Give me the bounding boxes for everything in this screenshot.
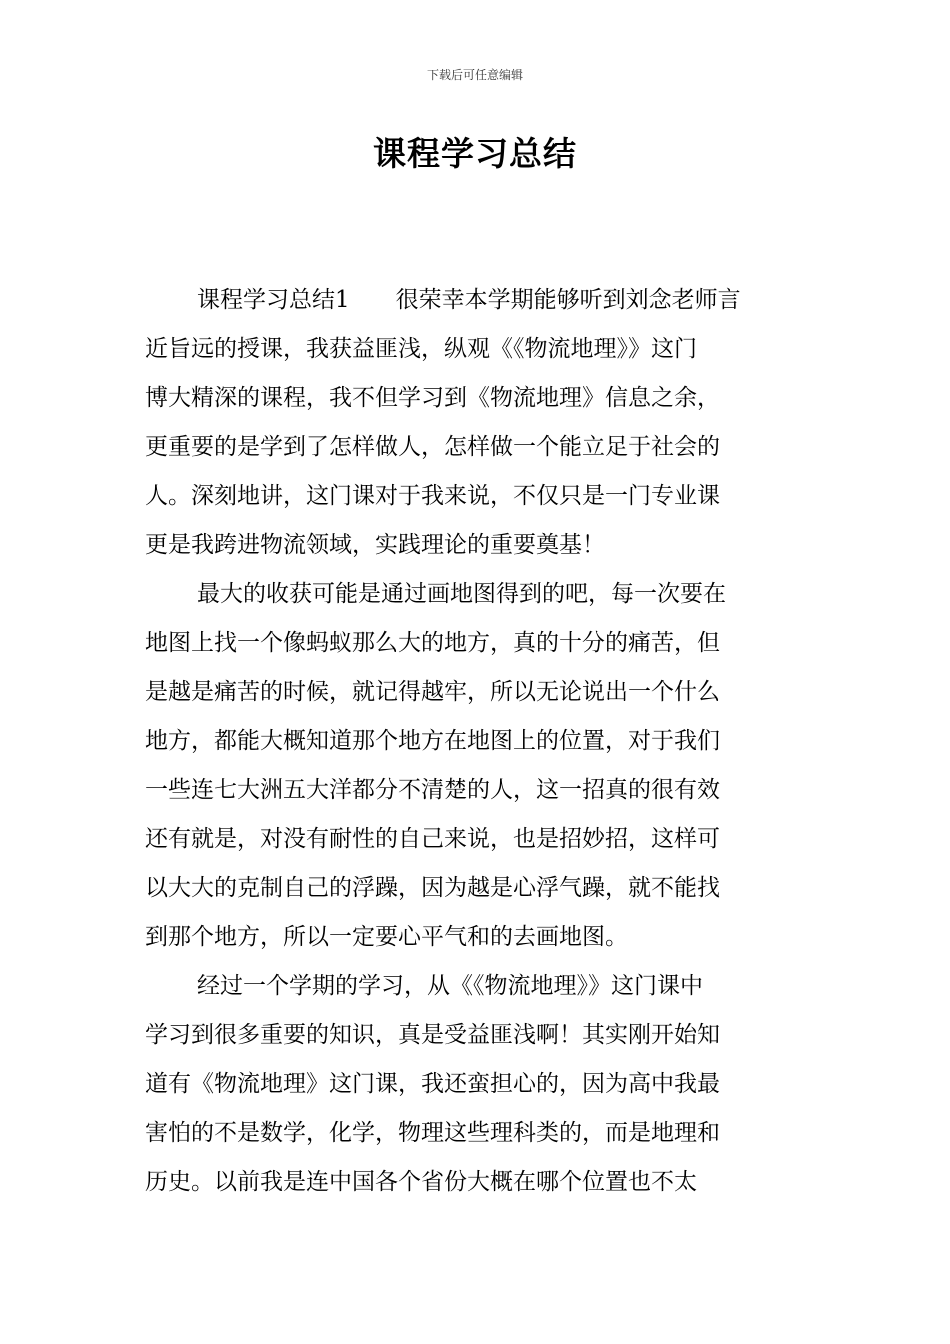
paragraph-line: 是越是痛苦的时候，就记得越牢，所以无论说出一个什么 — [145, 679, 720, 705]
paragraph-line: 人。深刻地讲，这门课对于我来说，不仅只是一门专业课 — [145, 483, 720, 509]
paragraph-line: 道有《物流地理》这门课，我还蛮担心的，因为高中我最 — [145, 1071, 720, 1097]
paragraph-line: 经过一个学期的学习，从《《物流地理》》这门课中 — [197, 973, 703, 999]
paragraph-line: 到那个地方，所以一定要心平气和的去画地图。 — [145, 924, 628, 950]
paragraph-line: 还有就是，对没有耐性的自己来说，也是招妙招，这样可 — [145, 826, 720, 852]
paragraph-line: 博大精深的课程，我不但学习到《物流地理》信息之余， — [145, 385, 720, 411]
paragraph-line: 更是我跨进物流领域，实践理论的重要奠基！ — [145, 532, 605, 558]
paragraph-line: 以大大的克制自己的浮躁，因为越是心浮气躁，就不能找 — [145, 875, 720, 901]
paragraph-line: 学习到很多重要的知识，真是受益匪浅啊！其实刚开始知 — [145, 1022, 720, 1048]
paragraph-line: 地图上找一个像蚂蚁那么大的地方，真的十分的痛苦，但 — [145, 630, 720, 656]
paragraph-line: 一些连七大洲五大洋都分不清楚的人，这一招真的很有效 — [145, 777, 720, 803]
document-title: 课程学习总结 — [373, 134, 577, 173]
paragraph-line: 课程学习总结1 很荣幸本学期能够听到刘念老师言 — [197, 287, 741, 313]
paragraph-line: 更重要的是学到了怎样做人，怎样做一个能立足于社会的 — [145, 434, 720, 460]
paragraph-line: 最大的收获可能是通过画地图得到的吧，每一次要在 — [197, 581, 726, 607]
document-body — [145, 276, 810, 1207]
paragraph-line: 害怕的不是数学，化学，物理这些理科类的，而是地理和 — [145, 1120, 720, 1146]
header-note: 下载后可任意编辑 — [426, 68, 523, 82]
paragraph-line: 近旨远的授课，我获益匪浅，纵观《《物流地理》》这门 — [145, 336, 697, 362]
paragraph-line: 历史。以前我是连中国各个省份大概在哪个位置也不太 — [145, 1169, 697, 1195]
paragraph-line: 地方，都能大概知道那个地方在地图上的位置，对于我们 — [145, 728, 720, 754]
